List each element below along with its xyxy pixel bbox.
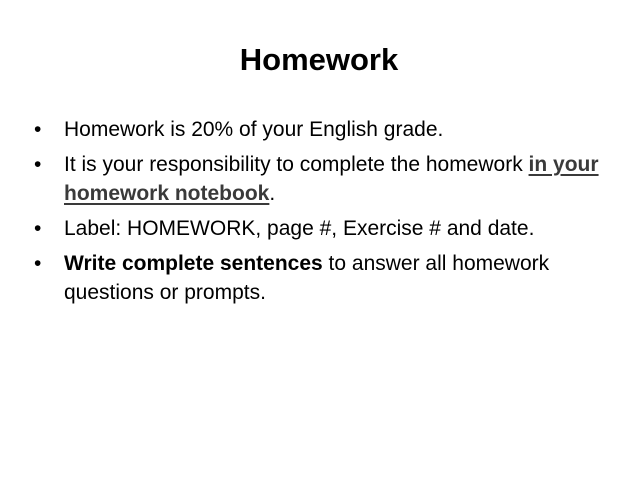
- bullet-icon: •: [34, 153, 42, 176]
- bullet-text: Homework is 20% of your English grade.: [64, 118, 444, 141]
- bullet-text-end: to answer all homework questions or prompts.: [64, 252, 550, 304]
- bullet-icon: •: [34, 217, 42, 240]
- bold-emphasis: Write complete sentences: [64, 252, 323, 275]
- bullet-icon: •: [34, 252, 42, 275]
- slide-title: Homework: [239, 42, 399, 77]
- bullet-text: Label: HOMEWORK, page #, Exercise # and date.: [64, 217, 535, 240]
- underlined-emphasis: in your homework notebook: [64, 153, 599, 205]
- bullet-icon: •: [34, 118, 42, 141]
- bullet-item: [34, 249, 614, 307]
- bullet-item: [34, 150, 614, 208]
- bullet-text: It is your responsibility to complete the homework: [64, 153, 529, 176]
- bullet-list: [34, 115, 614, 313]
- bullet-text-end: .: [269, 182, 276, 205]
- bullet-item: [34, 115, 614, 144]
- bullet-item: [34, 214, 614, 243]
